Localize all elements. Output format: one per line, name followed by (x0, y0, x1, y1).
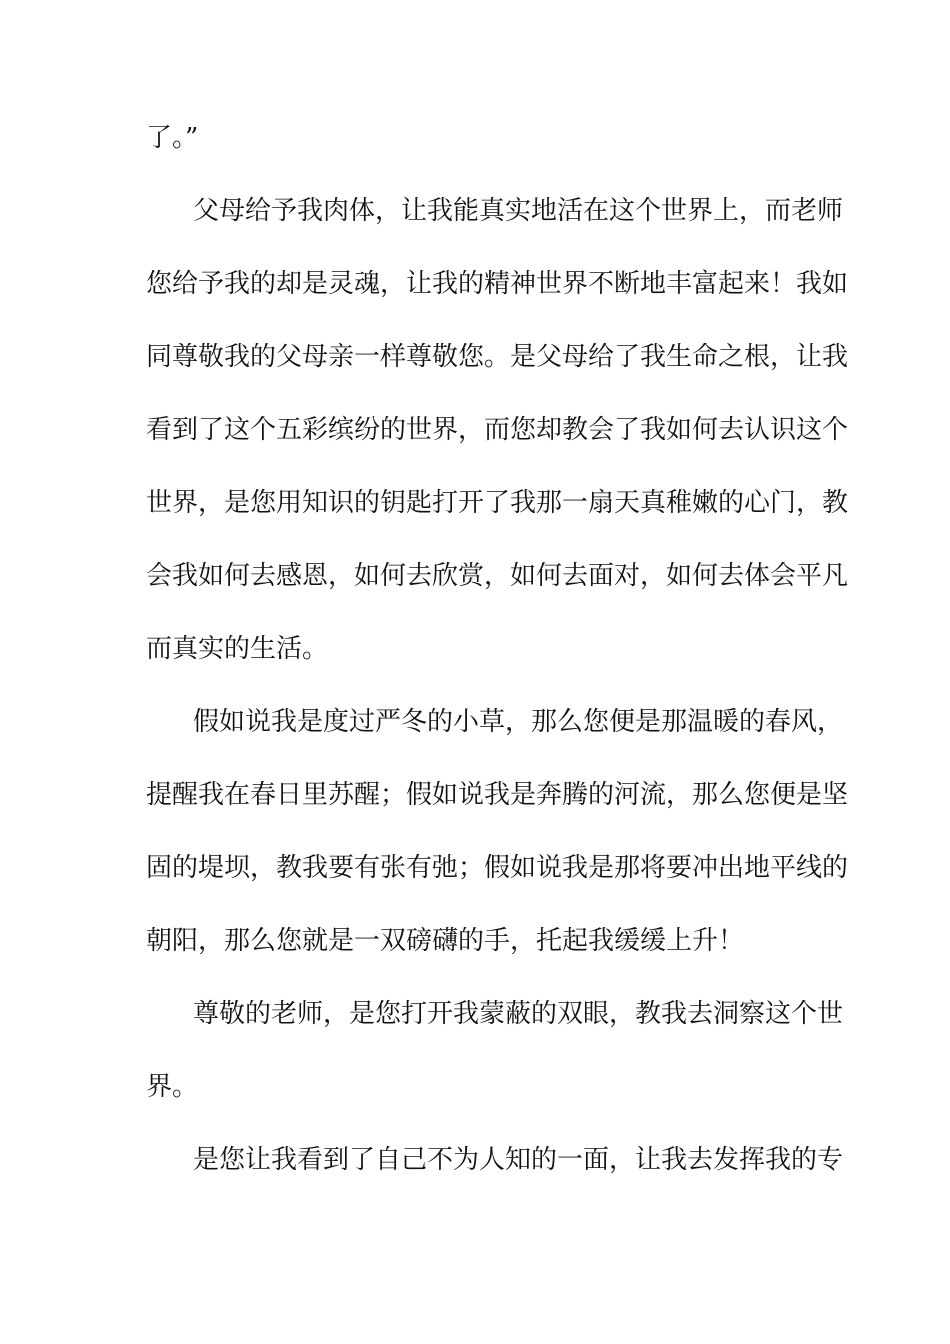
text-line: 固的堤坝，教我要有张有弛；假如说我是那将要冲出地平线的 (146, 853, 849, 883)
text-line: 朝阳，那么您就是一双磅礴的手，托起我缓缓上升！ (146, 926, 745, 956)
text-line: 而真实的生活。 (146, 634, 329, 664)
text-line: 看到了这个五彩缤纷的世界，而您却教会了我如何去认识这个 (146, 415, 849, 445)
paragraph-first-line: 父母给予我肉体，让我能真实地活在这个世界上，而老师 (193, 196, 844, 226)
text-line: 了。” (146, 123, 199, 153)
text-line: 会我如何去感恩，如何去欣赏，如何去面对，如何去体会平凡 (146, 561, 849, 591)
paragraph-first-line: 尊敬的老师，是您打开我蒙蔽的双眼，教我去洞察这个世 (193, 999, 844, 1029)
paragraph-first-line: 假如说我是度过严冬的小草，那么您便是那温暖的春风， (193, 707, 844, 737)
paragraph-first-line: 是您让我看到了自己不为人知的一面，让我去发挥我的专 (193, 1145, 844, 1175)
text-line: 世界，是您用知识的钥匙打开了我那一扇天真稚嫩的心门，教 (146, 488, 849, 518)
text-line: 界。 (146, 1072, 199, 1102)
text-line: 同尊敬我的父母亲一样尊敬您。是父母给了我生命之根，让我 (146, 342, 849, 372)
text-line: 提醒我在春日里苏醒；假如说我是奔腾的河流，那么您便是坚 (146, 780, 849, 810)
text-line: 您给予我的却是灵魂，让我的精神世界不断地丰富起来！我如 (146, 269, 849, 299)
